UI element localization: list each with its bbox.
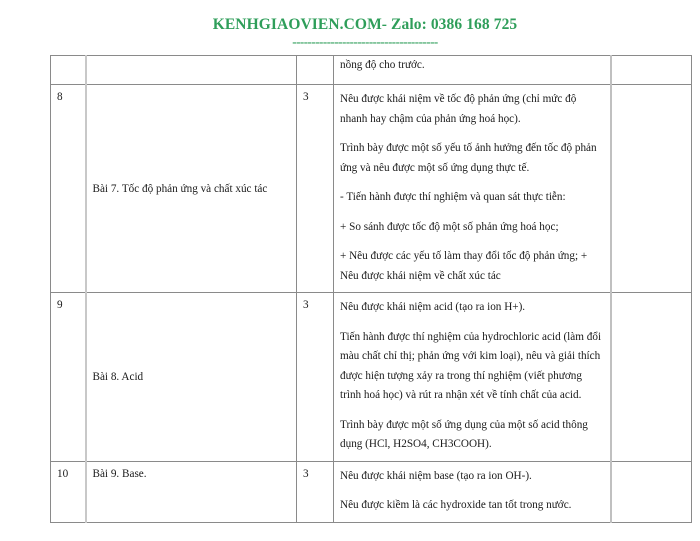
- requirement-text: nồng độ cho trước.: [340, 59, 425, 71]
- requirement-text: Nêu được khái niệm acid (tạo ra ion H+).: [340, 301, 526, 313]
- requirement-text: Nêu được kiềm là các hydroxide tan tốt trong nước.: [340, 499, 572, 511]
- period-count: 3: [303, 299, 309, 311]
- row-number: 10: [57, 467, 69, 480]
- requirement-text: + So sánh được tốc độ một số phản ứng hoá học;: [340, 220, 559, 233]
- cell-number: [51, 56, 86, 85]
- header-title: KENHGIAOVIEN.COM- Zalo: 0386 168 725: [212, 16, 518, 33]
- cell-lesson: [86, 56, 297, 85]
- cell-lesson: [86, 85, 297, 293]
- cell-lesson: [86, 293, 297, 462]
- cell-number: [51, 461, 86, 522]
- cell-requirements: [334, 293, 611, 462]
- cell-periods: [297, 461, 334, 522]
- table-row: [51, 461, 692, 522]
- cell-number: [51, 293, 86, 462]
- lesson-title: Bài 9. Base.: [92, 467, 147, 480]
- period-count: 3: [303, 91, 309, 103]
- lesson-title: Bài 8. Acid: [92, 370, 144, 383]
- table-row-continuation: [51, 56, 692, 85]
- curriculum-table: [50, 55, 692, 523]
- cell-requirements: [334, 461, 611, 522]
- page-header: [0, 14, 700, 48]
- lesson-title: Bài 7. Tốc độ phản ứng và chất xúc tác: [92, 182, 268, 195]
- requirement-text: Nêu được khái niệm về tốc độ phản ứng (chỉ mức độ nhanh hay chậm của phản ứng hoá học).: [340, 93, 577, 125]
- cell-requirements: [334, 85, 611, 293]
- cell-note: [611, 461, 692, 522]
- cell-periods: [297, 293, 334, 462]
- cell-lesson: [86, 461, 297, 522]
- requirement-text: Trình bày được một số yếu tố ảnh hưởng đến tốc độ phản ứng và nêu được một số ứng dụng thực tế.: [340, 142, 597, 174]
- cell-note: [611, 293, 692, 462]
- requirement-text: Nêu được khái niệm base (tạo ra ion OH-).: [340, 469, 532, 482]
- cell-periods: [297, 85, 334, 293]
- header-divider: --------------------------------------: [292, 34, 438, 49]
- table-row: [51, 293, 692, 462]
- cell-periods: [297, 56, 334, 85]
- table-row: [51, 85, 692, 293]
- requirement-text: + Nêu được các yếu tố làm thay đổi tốc độ phản ứng; + Nêu được khái niệm về chất xúc tác: [340, 250, 588, 282]
- row-number: 8: [57, 91, 63, 103]
- period-count: 3: [303, 467, 309, 480]
- requirement-text: - Tiến hành được thí nghiệm và quan sát thực tiễn:: [340, 191, 566, 203]
- cell-note: [611, 85, 692, 293]
- cell-requirements: [334, 56, 611, 85]
- requirement-text: Trình bày được một số ứng dụng của một số acid thông dụng (HCl, H2SO4, CH3COOH).: [340, 418, 588, 450]
- row-number: 9: [57, 299, 63, 311]
- cell-number: [51, 85, 86, 293]
- requirement-text: Tiến hành được thí nghiệm của hydrochloric acid (làm đổi màu chất chỉ thị; phản ứng với kim loại), nêu và giải thích được hiện tượng xảy ra trong thí nghiệm (viết phương trình hoá học) và rút ra nhận xét về tính chất của acid.: [340, 330, 602, 401]
- cell-note: [611, 56, 692, 85]
